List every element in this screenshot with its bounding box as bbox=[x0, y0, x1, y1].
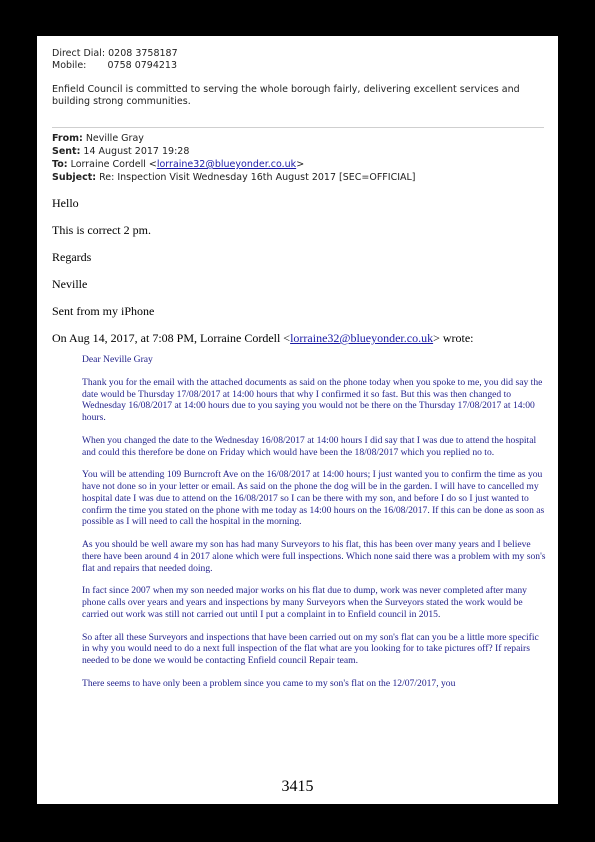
direct-dial-number: 0208 3758187 bbox=[108, 48, 178, 59]
council-statement: Enfield Council is committed to serving the whole borough fairly, delivering excellent services and building strong communities. bbox=[52, 84, 520, 107]
quoted-paragraph: Thank you for the email with the attached documents as said on the phone today when you spoke to me, you did say the date would be Thursday 17/08/2017 at 14:00 hours that why I confirmed it so fast. But this was then changed to Wednesday 16/08/2017 at 14:00 hours due to you saying you would not be there on the Thursday 17/08/2017 at 14:00 hours. bbox=[82, 376, 543, 423]
subject-label: Subject: bbox=[52, 172, 97, 183]
to-label: To: bbox=[52, 159, 68, 170]
page-number: 3415 bbox=[281, 778, 314, 795]
subject-value: Re: Inspection Visit Wednesday 16th August 2017 [SEC=OFFICIAL] bbox=[99, 172, 416, 183]
sent-label: Sent: bbox=[52, 146, 81, 157]
direct-dial-line bbox=[52, 48, 532, 60]
reply-line: Sent from my iPhone bbox=[52, 304, 155, 318]
quoted-paragraph: When you changed the date to the Wednesday 16/08/2017 at 14:00 hours I did say that I was due to attend the hospital and could this therefore be done on Friday which would have been the 18/08/2017 which you replied no to. bbox=[82, 434, 537, 458]
reply-body bbox=[52, 196, 547, 358]
from-value: Neville Gray bbox=[85, 133, 144, 144]
reply-line: This is correct 2 pm. bbox=[52, 223, 151, 237]
quoted-paragraph: Dear Neville Gray bbox=[82, 354, 153, 365]
to-name: Lorraine Cordell bbox=[70, 159, 146, 170]
from-label: From: bbox=[52, 133, 83, 144]
quoted-paragraph: So after all these Surveyors and inspections that have been carried out on my son's flat can you be a little more specific in why you would need to do a next full inspection of the flat what are you looking for to take pictures off? If repairs needed to be done we would be contacting Enfield council Repair team. bbox=[82, 631, 539, 667]
quoted-paragraph: As you should be well aware my son has had many Surveyors to his flat, this has been over many years and I believe there have been around 4 in 2017 alone which were full inspections. Which none said there was a problem with my son's flat and repairs that needed doing. bbox=[82, 539, 546, 574]
email-signature bbox=[52, 48, 532, 108]
quoted-paragraph: There seems to have only been a problem since you came to my son's flat on the 12/07/2017, you bbox=[82, 678, 456, 690]
quote-intro-suffix: > wrote: bbox=[433, 331, 474, 345]
quoted-paragraph: In fact since 2007 when my son needed major works on his flat due to dump, work was never completed after many phone calls over years and years and inspections by many Surveyors when the Surveyors stated the work would be carried out work was still not carried out until I put a complaint in to Enfield council in 2015. bbox=[82, 585, 527, 620]
reply-line: Hello bbox=[52, 196, 79, 210]
subject-line bbox=[52, 171, 416, 184]
email-header bbox=[52, 132, 416, 184]
from-line bbox=[52, 132, 416, 145]
quote-intro-line bbox=[52, 331, 547, 345]
quoted-paragraph: You will be attending 109 Burncroft Ave on the 16/08/2017 at 14:00 hours; I just wanted you to confirm the time as you have not done so in your letter or email. As said on the phone the dog will be in the garden. I will have to cancelled my hospital date I was due to attend on the 16/08/2017 so I can be there with my son, and before I do so I just wanted to confirm the time you stated on the phone with me today as 14:00 hours on the 16/08/2017. If this can be done as soon as possible as I will need to call the hospital in the morning. bbox=[82, 469, 545, 528]
quote-intro-email-link[interactable]: lorraine32@blueyonder.co.uk bbox=[290, 331, 434, 345]
direct-dial-label: Direct Dial: bbox=[52, 48, 106, 59]
reply-line: Regards bbox=[52, 250, 92, 264]
quote-intro-prefix: On Aug 14, 2017, at 7:08 PM, Lorraine Cordell < bbox=[52, 331, 291, 345]
sent-line bbox=[52, 145, 416, 158]
sent-value: 14 August 2017 19:28 bbox=[83, 146, 190, 157]
header-divider bbox=[52, 127, 544, 128]
to-line: To: Lorraine Cordell <lorraine32@blueyonder.co.uk> bbox=[52, 159, 305, 170]
mobile-label: Mobile: bbox=[52, 60, 87, 71]
to-email-link[interactable]: lorraine32@blueyonder.co.uk bbox=[156, 159, 297, 170]
mobile-line bbox=[52, 60, 532, 72]
mobile-number: 0758 0794213 bbox=[107, 60, 178, 71]
quoted-message bbox=[82, 354, 546, 701]
document-page bbox=[37, 36, 558, 804]
reply-line: Neville bbox=[52, 277, 88, 291]
